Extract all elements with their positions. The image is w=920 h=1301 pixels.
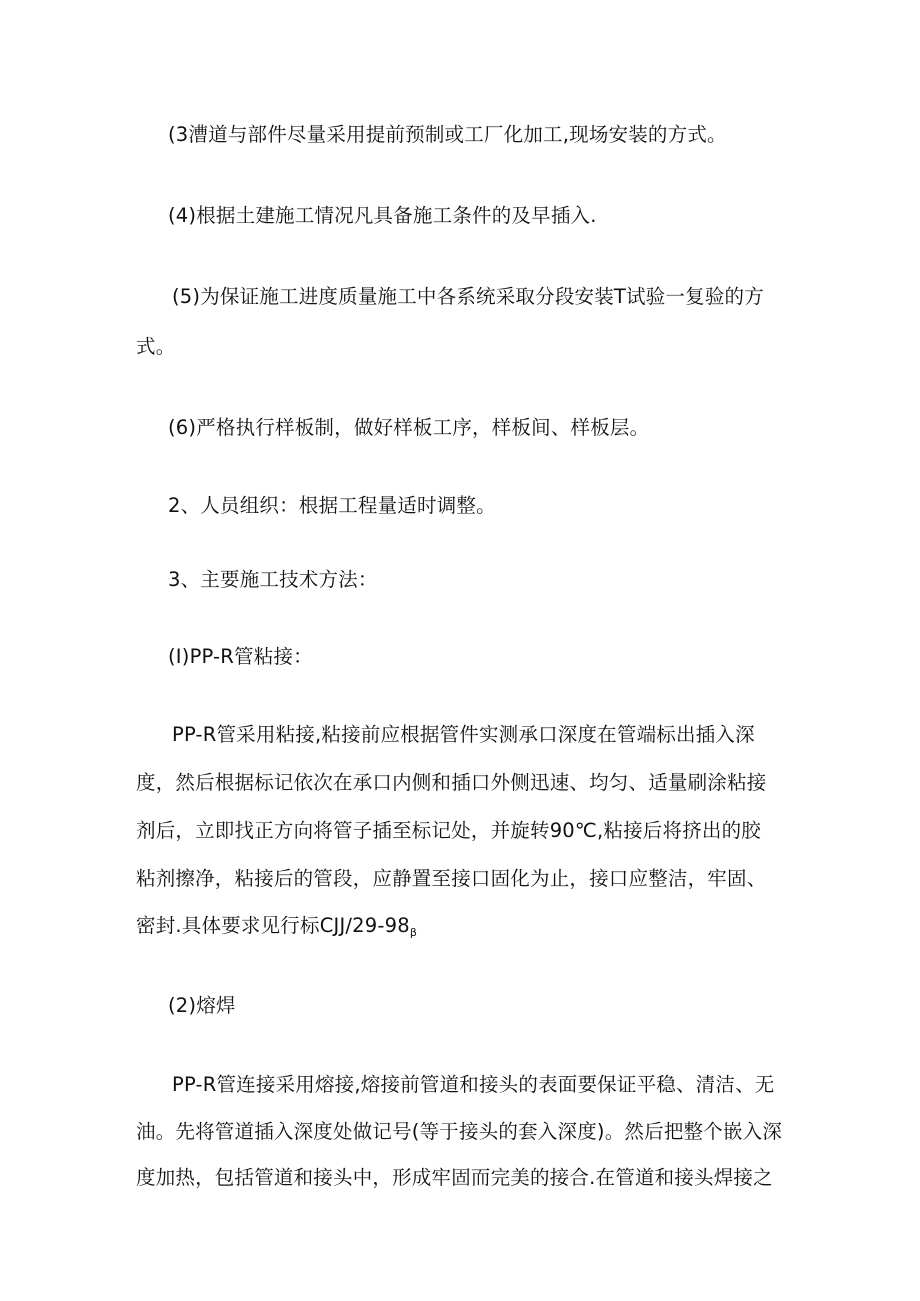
section-heading-2: 2、人员组织：根据工程量适时调整。	[168, 494, 496, 517]
paragraph-1-line-5-text: 密封.具体要求见行标CJJ∕29-98	[136, 914, 410, 937]
paragraph-2-line-1: PP-R管连接采用熔接,熔接前管道和接头的表面要保证平稳、清洁、无	[172, 1073, 775, 1096]
paragraph-2-line-3: 度加热，包括管道和接头中，形成牢固而完美的接合.在管道和接头焊接之	[136, 1166, 773, 1189]
list-item-5-line-2: 式。	[136, 335, 176, 358]
subsection-heading-2: (2)熔焊	[168, 994, 236, 1017]
paragraph-2-line-2: 油。先将管道插入深度处做记号(等于接头的套入深度)。然后把整个嵌入深	[136, 1120, 783, 1143]
paragraph-1-line-3: 剂后，立即找正方向将管子插至标记处，并旋转90℃,粘接后将挤出的胶	[136, 819, 762, 842]
paragraph-1-line-4: 粘剂擦净，粘接后的管段，应静置至接口固化为止，接口应整洁，牢固、	[136, 867, 767, 890]
list-item-5-line-1: (5)为保证施工进度质量施工中各系统采取分段安装T试验一复验的方	[172, 285, 764, 308]
paragraph-1-line-1: PP-R管采用粘接,粘接前应根据管件实测承口深度在管端标出插入深	[172, 723, 755, 746]
paragraph-1-line-2: 度，然后根据标记依次在承口内侧和插口外侧迅速、均匀、适量刷涂粘接	[136, 771, 767, 794]
paragraph-1-line-5	[136, 914, 417, 945]
list-item-3: (3漕道与部件尽量采用提前预制或工厂化加工,现场安装的方式。	[168, 123, 727, 146]
section-heading-3: 3、主要施工技术方法：	[168, 568, 378, 591]
paragraph-1-line-5-suffix: β	[409, 926, 418, 939]
list-item-4: (4)根据土建施工情况凡具备施工条件的及早插入.	[168, 204, 597, 227]
list-item-6: (6)严格执行样板制，做好样板工序，样板间、样板层。	[168, 416, 650, 439]
subsection-heading-1: (I)PP-R管粘接：	[168, 645, 313, 668]
